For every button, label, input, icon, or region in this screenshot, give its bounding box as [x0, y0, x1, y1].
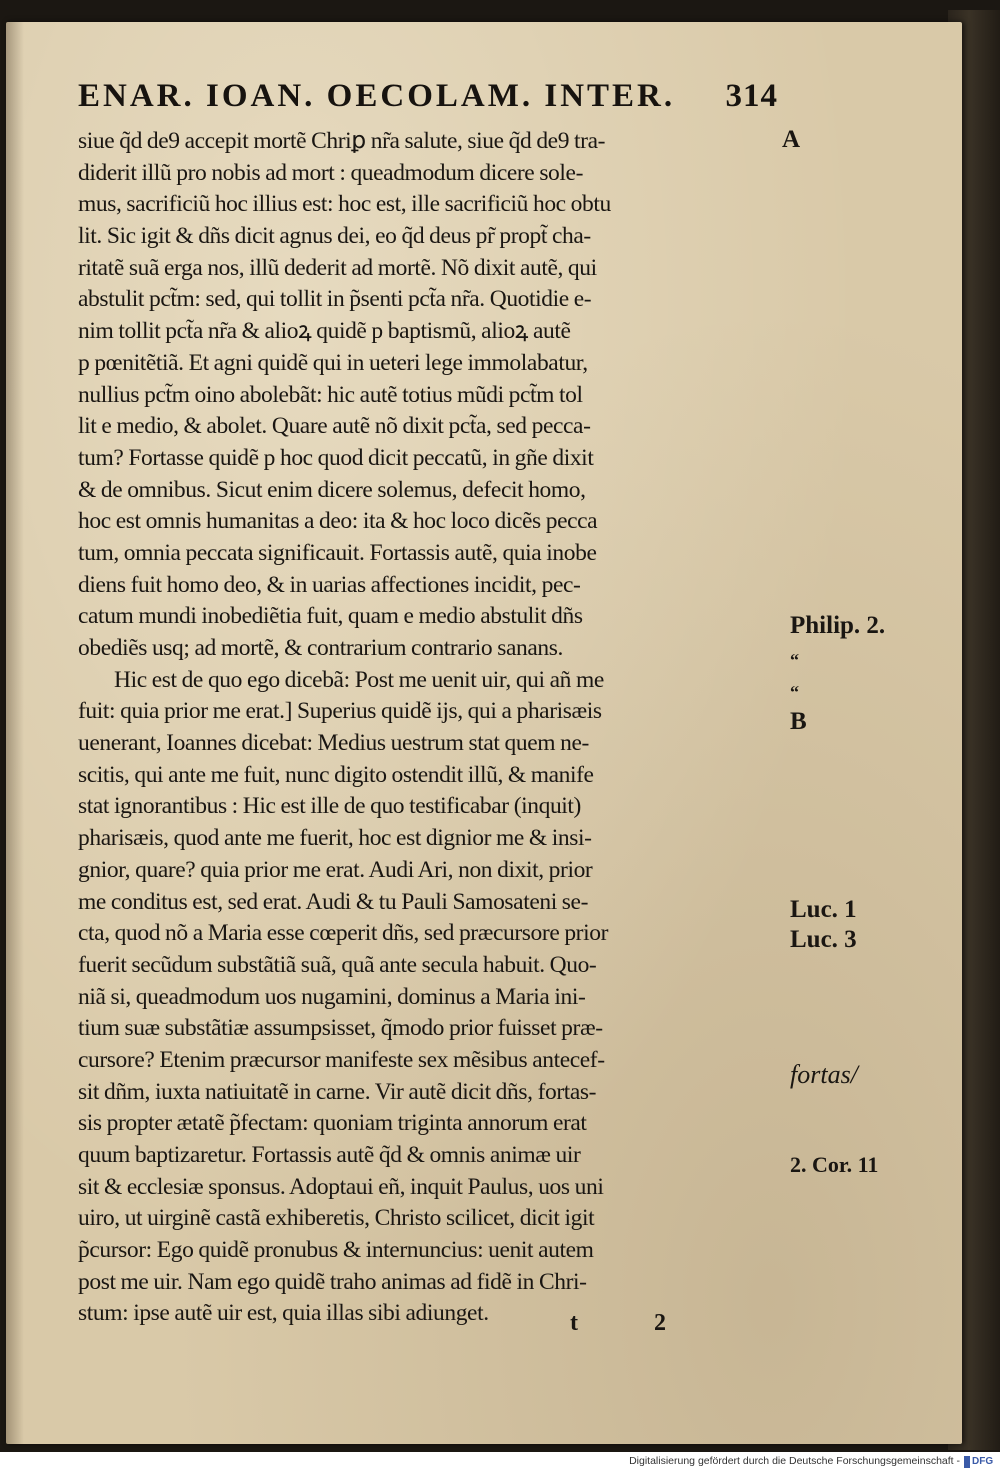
text-line-paragraph-start: Hic est de quo ego dicebã: Post me uenit uir, qui añ me — [114, 666, 604, 693]
text-line: uenerant, Ioannes dicebat: Medius uestrum stat quem ne- — [78, 730, 589, 757]
text-line: p̃cursor: Ego quidẽ pronubus & internuncius: uenit autem — [78, 1237, 594, 1264]
dfg-logo-text: DFG — [972, 1456, 994, 1467]
text-line: stat ignorantibus : Hic est ille de quo testificabar (inquit) — [78, 793, 581, 820]
text-line: niã si, queadmodum uos nugamini, dominus a Maria ini- — [78, 983, 586, 1010]
margin-quote-mark: “ — [790, 650, 799, 670]
text-line: tum, omnia peccata significauit. Fortassis autẽ, quia inobe — [78, 539, 597, 566]
text-line: stum: ipse autẽ uir est, quia illas sibi adiunget. — [78, 1300, 489, 1327]
main-text-block — [78, 126, 788, 1330]
text-line: siue q̃d de9 accepit mortẽ Chriꝑ nr̃a salute, siue q̃d de9 tra- — [78, 128, 606, 154]
margin-letter-b: B — [790, 708, 807, 735]
text-line: ritatẽ suã erga nos, illũ dederit ad mortẽ. Nõ dixit autẽ, qui — [78, 254, 597, 281]
text-line: diens fuit homo deo, & in uarias affectiones incidit, pec- — [78, 571, 581, 598]
footer-bar — [0, 1452, 1000, 1474]
handwritten-margin-note: fortas/ — [790, 1060, 858, 1089]
text-line: tum? Fortasse quidẽ p hoc quod dicit peccatũ, in gñe dixit — [78, 444, 594, 471]
footer-credit: Digitalisierung gefördert durch die Deutsche Forschungsgemeinschaft - — [629, 1455, 960, 1467]
text-line: sit & ecclesiæ sponsus. Adoptaui eñ, inquit Paulus, uos uni — [78, 1173, 604, 1200]
text-line: lit. Sic igit & dñs dicit agnus dei, eo q̃d deus pr̃ propt̃ cha- — [78, 223, 591, 250]
running-head-title: ENAR. IOAN. OECOLAM. INTER. — [78, 78, 676, 114]
margin-letter-a: A — [782, 126, 801, 153]
text-line: fuit: quia prior me erat.] Superius quidẽ ijs, qui a pharisæis — [78, 698, 602, 725]
dfg-logo — [964, 1454, 996, 1469]
text-line: gnior, quare? quia prior me erat. Audi Ari, non dixit, prior — [78, 856, 593, 883]
text-line: tium suæ substãtiæ assumpsisset, q̃modo prior fuisset præ- — [78, 1015, 603, 1042]
margin-note-luc-3: Luc. 3 — [790, 926, 857, 953]
text-line: & de omnibus. Sicut enim dicere solemus, defecit homo, — [78, 476, 586, 503]
text-line: pharisæis, quod ante me fuerit, hoc est dignior me & insi- — [78, 825, 592, 852]
margin-note-cor: 2. Cor. 11 — [790, 1152, 879, 1177]
text-line: sit dñm, iuxta natiuitatẽ in carne. Vir autẽ dicit dñs, fortas- — [78, 1078, 597, 1105]
text-line: nullius pct̃m oino abolebãt: hic autẽ totius mũdi pct̃m tol — [78, 381, 583, 408]
margin-note-philip: Philip. 2. — [790, 612, 886, 639]
text-line: quum baptizaretur. Fortassis autẽ q̃d & omnis animæ uir — [78, 1142, 581, 1168]
text-line: catum mundi inobediẽtia fuit, quam e medio abstulit dñs — [78, 603, 583, 630]
text-line: post me uir. Nam ego quidẽ traho animas ad fidẽ in Chri- — [78, 1268, 587, 1295]
text-line: cta, quod nõ a Maria esse cœperit dñs, sed præcursore prior — [78, 920, 609, 947]
margin-note-luc-1: Luc. 1 — [790, 896, 857, 923]
text-line: abstulit pct̃m: sed, qui tollit in p̃senti pct̃a nr̃a. Quotidie e- — [78, 286, 592, 313]
text-line: scitis, qui ante me fuit, nunc digito ostendit illũ, & manife — [78, 761, 594, 788]
gutter-shadow — [6, 22, 24, 1444]
text-line: uiro, ut uirginẽ castã exhiberetis, Christo scilicet, dicit igit — [78, 1205, 595, 1232]
margin-quote-mark: “ — [790, 682, 799, 702]
page-number: 314 — [725, 78, 778, 114]
text-line: p pœnitẽtiã. Et agni quidẽ qui in ueteri lege immolabatur, — [78, 349, 588, 376]
text-line: fuerit secũdum substãtiã suã, quã ante secula habuit. Quo- — [78, 951, 597, 978]
text-line: me conditus est, sed erat. Audi & tu Pauli Samosateni se- — [78, 888, 589, 915]
signature-mark: t 2 — [570, 1310, 666, 1336]
text-line: mus, sacrificiũ hoc illius est: hoc est, ille sacrificiũ hoc obtu — [78, 191, 611, 218]
text-line: diderit illũ pro nobis ad mort : queadmodum dicere sole- — [78, 159, 583, 186]
text-line: lit e medio, & abolet. Quare autẽ nõ dixit pct̃a, sed pecca- — [78, 413, 591, 440]
text-line: nim tollit pct̃a nr̃a & alioꝝ quidẽ p baptismũ, alioꝝ autẽ — [78, 318, 571, 345]
text-line: obediẽs usq; ad mortẽ, & contrarium contrario sanans. — [78, 635, 563, 661]
text-line: hoc est omnis humanitas a deo: ita & hoc loco dicẽs pecca — [78, 508, 598, 535]
text-line: cursore? Etenim præcursor manifeste sex mẽsibus antecef- — [78, 1046, 605, 1073]
text-line: sis propter ætatẽ p̃fectam: quoniam triginta annorum erat — [78, 1110, 587, 1137]
dfg-logo-mark-icon — [964, 1456, 970, 1468]
running-head — [78, 78, 778, 122]
